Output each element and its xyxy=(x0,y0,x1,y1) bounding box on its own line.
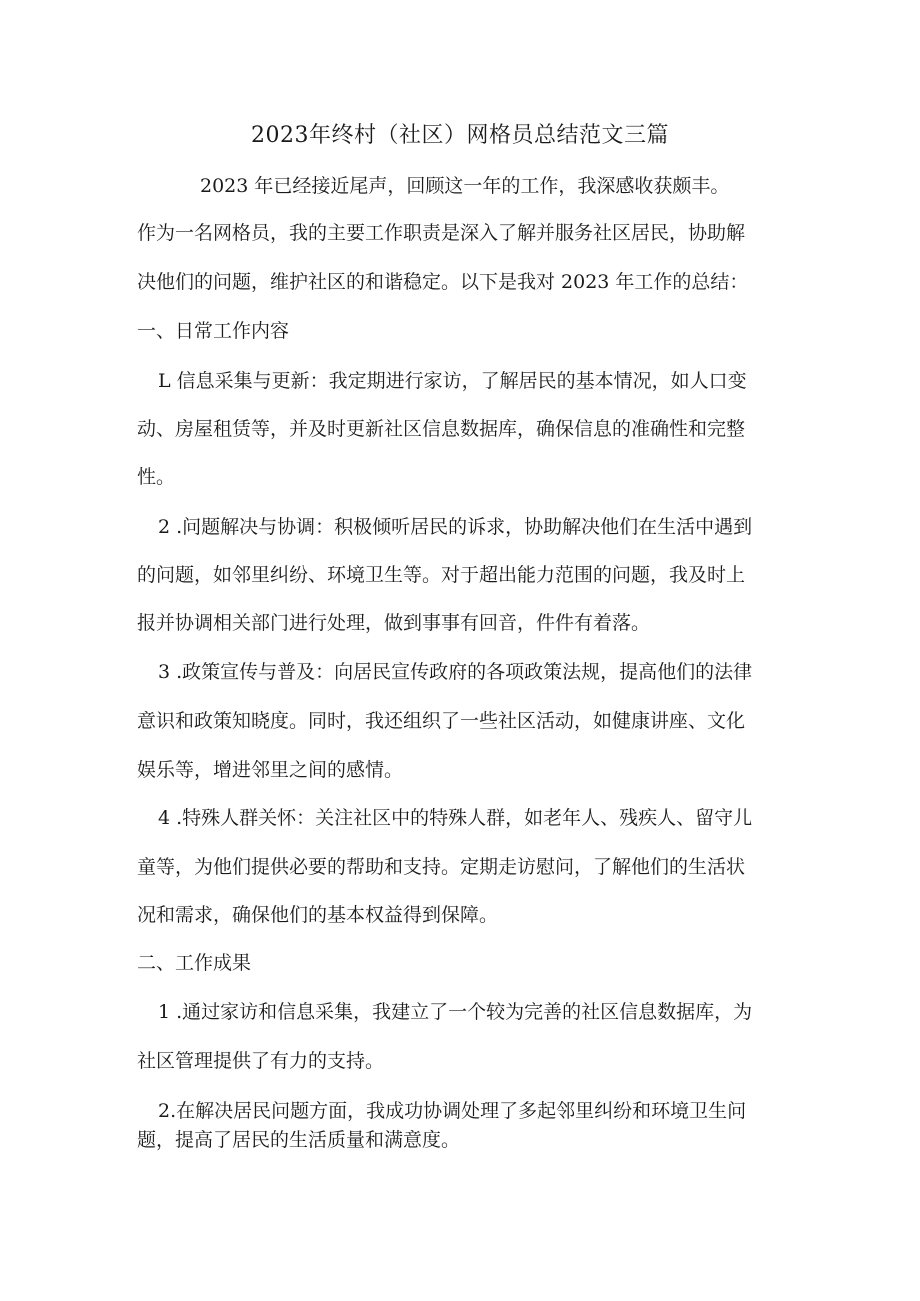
item-2-line-2: 的问题，如邻里纠纷、环境卫生等。对于超出能力范围的问题，我及时上 xyxy=(137,564,746,586)
intro-line-2: 作为一名网格员，我的主要工作职责是深入了解并服务社区居民，协助解 xyxy=(137,222,746,244)
intro-line-1: 2023 年已经接近尾声，回顾这一年的工作，我深感收获颇丰。 xyxy=(200,175,730,197)
item-3-line-1: 3 .政策宣传与普及：向居民宣传政府的各项政策法规，提高他们的法律 xyxy=(158,661,753,683)
section-heading-results: 二、工作成果 xyxy=(137,952,252,974)
section-heading-daily-work: 一、日常工作内容 xyxy=(137,320,290,342)
result-1-line-1: 1 .通过家访和信息采集，我建立了一个较为完善的社区信息数据库，为 xyxy=(158,1001,753,1023)
item-1-line-1: L 信息采集与更新：我定期进行家访，了解居民的基本情况，如人口变 xyxy=(158,370,747,392)
result-1-line-2: 社区管理提供了有力的支持。 xyxy=(137,1050,385,1072)
item-3-line-3: 娱乐等，增进邻里之间的感情。 xyxy=(137,759,404,781)
item-2-line-3: 报并协调相关部门进行处理，做到事事有回音，件件有着落。 xyxy=(137,612,651,634)
result-2-line-2: 题，提高了居民的生活质量和满意度。 xyxy=(137,1129,461,1151)
item-1-line-2: 动、房屋租赁等，并及时更新社区信息数据库，确保信息的准确性和完整 xyxy=(137,418,746,440)
item-4-line-2: 童等，为他们提供必要的帮助和支持。定期走访慰问，了解他们的生活状 xyxy=(137,856,746,878)
item-4-line-1: 4 .特殊人群关怀：关注社区中的特殊人群，如老年人、残疾人、留守儿 xyxy=(158,807,753,829)
item-3-line-2: 意识和政策知晓度。同时，我还组织了一些社区活动，如健康讲座、文化 xyxy=(137,710,746,732)
intro-line-3: 决他们的问题，维护社区的和谐稳定。以下是我对 2023 年工作的总结： xyxy=(137,271,749,293)
item-2-line-1: 2 .问题解决与协调：积极倾听居民的诉求，协助解决他们在生活中遇到 xyxy=(158,516,753,538)
result-2-line-1: 2.在解决居民问题方面，我成功协调处理了多起邻里纠纷和环境卫生问 xyxy=(158,1100,747,1122)
document-title: 2023年终村（社区）网格员总结范文三篇 xyxy=(251,123,669,148)
item-4-line-3: 况和需求，确保他们的基本权益得到保障。 xyxy=(137,904,499,926)
item-1-line-3: 性。 xyxy=(137,466,176,488)
